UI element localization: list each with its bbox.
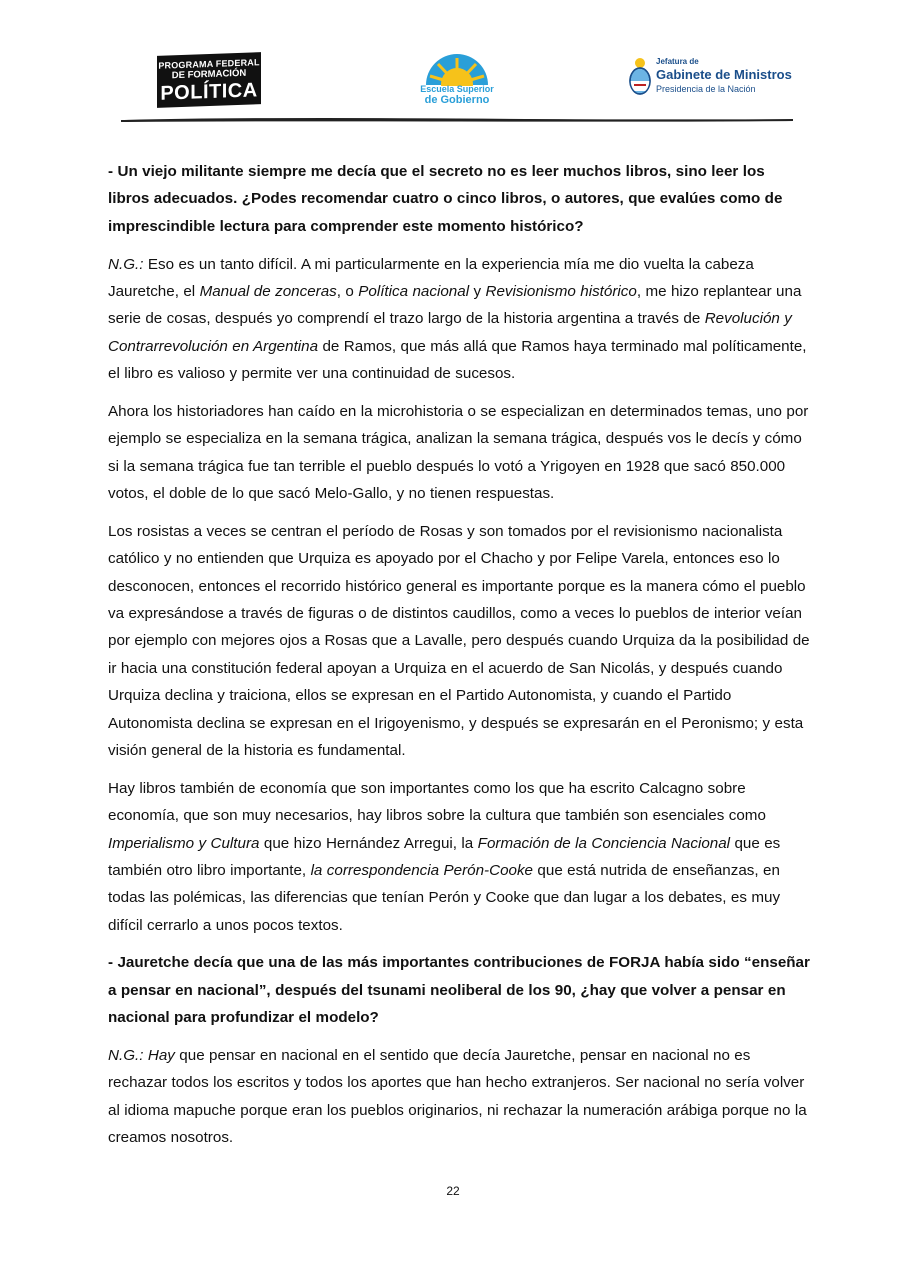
book-title: Formación de la Conciencia Nacional [477, 834, 731, 852]
text-run: que está nutrida de enseñanzas, en todas las polémicas, las diferencias que tenían Perón y Cooke que dan lugar a los debates, es muy difícil cerrarlo a unos pocos textos. [108, 861, 781, 934]
paragraph-3: Los rosistas a veces se centran el período de Rosas y son tomados por el revisionismo nacionalista católico y no entienden que Urquiza es apoyado por el Chacho y por Felipe Varela, entonces eso lo desconocen, entonces el recorrido histórico general es importante porque es la manera cómo el pueblo va expresándose a través de figuras o de distintos caudillos, como a veces lo pueblos de interior veían por ejemplo con mejores ojos a Rosas que a Lavalle, pero después cuando Urquiza da la posibilidad de ir hacia una constitución federal apoyan a Urquiza en el acuerdo de San Nicolás, y después cuando Urquiza declina y traiciona, ellos se expresan en el Partido Autonomista, y cuando el Partido Autonomista declina se expresan en el Irigoyenismo, y después se expresarán en el Peronismo; y esta visión general de la historia es fundamental. [108, 522, 810, 760]
text-run: de Ramos, que más allá que Ramos haya terminado mal políticamente, el libro es valioso y permite ver una continuidad de sucesos. [108, 337, 807, 383]
paragraph-2: Ahora los historiadores han caído en la microhistoria o se especializan en determinados temas, uno por ejemplo se especializa en la semana trágica, analizan la semana trágica, después vos le decís y cómo si la semana trágica fue tan terrible el pueblo después lo votó a Yrigoyen en 1928 que sacó 850.000 votos, el doble de lo que sacó Melo-Gallo, y no tienen respuestas. [108, 402, 809, 503]
paragraph-4 [108, 775, 810, 939]
text-run: , me hizo replantear una serie de cosas, después yo comprendí el trazo largo de la historia argentina a través de [108, 282, 802, 328]
book-title: la correspondencia Perón-Cooke [310, 861, 533, 879]
answer-1 [108, 251, 810, 388]
coat-of-arms-icon [628, 57, 652, 97]
logo-line-2: Gabinete de Ministros [656, 67, 792, 82]
logo-line-2: de Gobierno [424, 94, 490, 106]
book-title: Política nacional [358, 282, 470, 300]
answer-2 [108, 1042, 810, 1152]
text-run: , o [336, 282, 359, 300]
page-header [0, 0, 906, 125]
page-content [108, 158, 810, 1152]
text-run: que pensar en nacional en el sentido que decía Jauretche, pensar en nacional no es rechazar todos los escritos y todos los aportes que han hecho extranjeros. Ser nacional no sería volver al idioma mapuche porque eran los pueblos originarios, ni rechazar la numeración arábiga porque no la creamos nosotros. [108, 1046, 807, 1147]
text-run: Hay libros también de economía que son importantes como los que ha escrito Calcagno sobre economía, que son muy necesarios, hay libros sobre la cultura que también son esenciales como [108, 779, 766, 825]
header-divider [121, 116, 793, 124]
question-1: - Un viejo militante siempre me decía que el secreto no es leer muchos libros, sino leer los libros adecuados. ¿Podes recomendar cuatro o cinco libros, o autores, que evalúes como de imprescindible lectura para comprender este momento histórico? [108, 163, 783, 235]
question-2: - Jauretche decía que una de las más importantes contribuciones de FORJA había sido “enseñar a pensar en nacional”, después del tsunami neoliberal de los 90, ¿hay que volver a pensar en nacional para profundizar el modelo? [108, 954, 810, 1027]
logo-line-2: DE FORMACIÓN [171, 67, 247, 82]
text-run: que es también otro libro importante, [108, 834, 781, 879]
book-title: Revisionismo histórico [485, 282, 637, 300]
text-run: y [469, 282, 486, 300]
book-title: Revolución y Contrarrevolución en Argentina [108, 310, 792, 355]
book-title: Imperialismo y Cultura [108, 834, 260, 852]
logo-line-1: Jefatura de [656, 57, 699, 66]
programa-federal-logo [157, 52, 261, 108]
text-run: que hizo Hernández Arregui, la [259, 834, 478, 852]
jefatura-gabinete-logo [628, 55, 792, 103]
page-number: 22 [446, 1184, 460, 1198]
text-run: Eso es un tanto difícil. A mi particularmente en la experiencia mía me dio vuelta la cabeza Jauretche, el [108, 255, 754, 300]
logo-line-1: Escuela Superior [420, 84, 494, 94]
speaker-label: N.G.: Hay [108, 1046, 175, 1064]
escuela-superior-logo [418, 50, 498, 110]
sun-icon [422, 50, 492, 86]
speaker-label: N.G.: [108, 255, 144, 273]
book-title: Manual de zonceras [199, 282, 337, 300]
logo-line-1: PROGRAMA FEDERAL [158, 57, 260, 71]
logo-line-3: Presidencia de la Nación [656, 84, 756, 94]
logo-line-3: POLÍTICA [160, 78, 258, 105]
